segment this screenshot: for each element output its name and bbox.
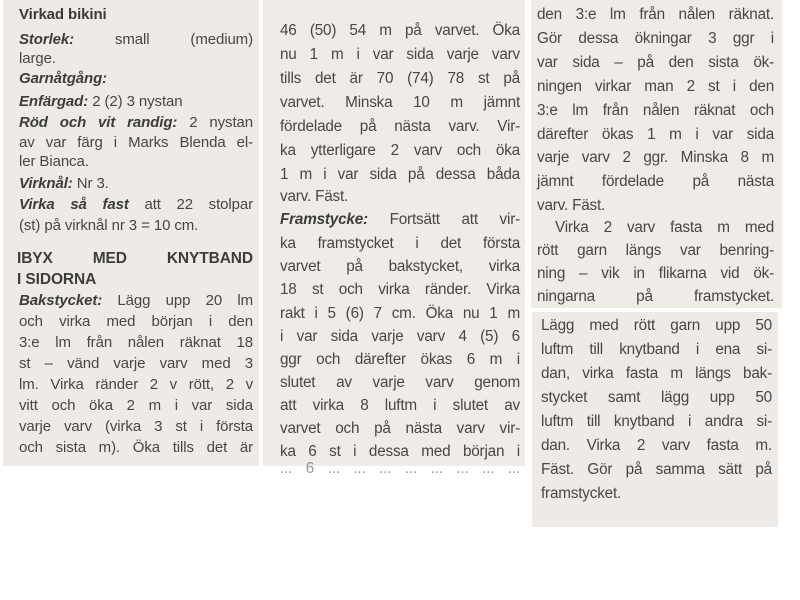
text-line: dan, virka fasta m längs bak- — [541, 365, 772, 382]
yarn-line — [19, 70, 253, 87]
text-line: ningen virkar man 2 st i den — [537, 78, 774, 95]
text-line: rakt i 5 (6) 7 cm. Öka nu 1 m — [280, 305, 520, 322]
text-line: fördelade på nästa varv. Vir- — [280, 118, 520, 135]
text-line: Lägg med rött garn upp 50 — [541, 317, 772, 334]
text-line: och virka med början i den — [19, 313, 253, 330]
size-value: small (medium) — [115, 31, 253, 48]
text-line: ka framstycket i det första — [280, 235, 520, 252]
text-line: varvet och på nästa varv vir- — [280, 420, 520, 437]
back-piece-line — [19, 292, 253, 309]
text-line: Gör dessa ökningar 3 ggr i — [537, 30, 774, 47]
text-line: stycket samt lägg upp 50 — [541, 389, 772, 406]
size-line-cont: large. — [19, 50, 56, 67]
text-line: 18 st och virka ränder. Virka — [280, 281, 520, 298]
text-line: ning – vik in flikarna vid ök- — [537, 265, 774, 282]
front-label: Framstycke: — [280, 211, 368, 228]
text-line: och sista m). Öka tills det är — [19, 439, 253, 456]
section-heading-line2: I SIDORNA — [17, 271, 97, 288]
solid-yarn-line — [19, 93, 253, 110]
text-line: varvet på bakstycket, virka — [280, 258, 520, 275]
text-line: varje varv (virka 3 st i första — [19, 418, 253, 435]
text-line: tills det är 70 (74) 78 st på — [280, 70, 520, 87]
solid-value: 2 (2) 3 nystan — [92, 93, 183, 110]
pattern-clipping-3 — [531, 0, 782, 308]
text-line: rött garn längs var benring- — [537, 242, 774, 259]
section-heading-line1: IBYX MED KNYTBAND — [17, 250, 253, 267]
gauge-line — [19, 196, 253, 213]
pattern-clipping-2 — [263, 0, 525, 477]
text-line: därefter ökas 1 m i var sida — [537, 126, 774, 143]
text-line: var sida – på den sista ök- — [537, 54, 774, 71]
needle-line — [19, 175, 253, 192]
text-line: 3:e lm från nålen räknat och — [537, 102, 774, 119]
gauge-label: Virka så fast — [19, 196, 129, 213]
text-line: att virka 8 luftm i slutet av — [280, 397, 520, 414]
text-line: slutet av varje varv genom — [280, 374, 520, 391]
text-line: i var sida varje varv 4 (5) 6 — [280, 328, 520, 345]
text-line: 46 (50) 54 m på varvet. Öka — [280, 22, 520, 39]
striped-value: 2 nystan — [189, 114, 254, 131]
striped-line-cont2: ler Bianca. — [19, 153, 89, 170]
text-line: lm. Virka ränder 2 v rött, 2 v — [19, 376, 253, 393]
text-line: den 3:e lm från nålen räknat. — [537, 6, 774, 23]
yarn-label: Garnåtgång: — [19, 70, 108, 87]
striped-label: Röd och vit randig: — [19, 114, 178, 131]
striped-line-cont1: av var färg i Marks Blenda el- — [19, 134, 253, 151]
size-line — [19, 31, 253, 48]
pattern-clipping-4 — [532, 312, 778, 527]
text-line-cut: ... 6 ... ... ... ... ... ... ... ... — [280, 460, 520, 477]
striped-yarn-line — [19, 114, 253, 131]
text-line: jämnt fördelade på nästa — [537, 173, 774, 190]
text-line: st – vänd varje varv med 3 — [19, 355, 253, 372]
text-line: ggr och därefter ökas 6 m i — [280, 351, 520, 368]
pattern-clipping-1 — [3, 0, 259, 466]
text-line: varje varv 2 ggr. Minska 8 m — [537, 149, 774, 166]
text-line: ka ytterligare 2 varv och öka — [280, 142, 520, 159]
text-line: varvet. Minska 10 m jämnt — [280, 94, 520, 111]
text-line: 3:e lm från nålen räknat 18 — [19, 334, 253, 351]
text-line: varv. Fäst. — [280, 188, 349, 205]
pattern-title: Virkad bikini — [19, 6, 107, 23]
text-line: ka 6 st i dessa med början i — [280, 443, 520, 460]
text-line: ningarna på framstycket. — [537, 288, 774, 305]
size-label: Storlek: — [19, 31, 75, 48]
text-line: varv. Fäst. — [537, 197, 606, 214]
text-line: Virka 2 varv fasta m med — [555, 219, 774, 236]
solid-label: Enfärgad: — [19, 93, 89, 110]
text-line: Fäst. Gör på samma sätt på — [541, 461, 772, 478]
needle-label: Virknål: — [19, 175, 73, 192]
text-line: framstycket. — [541, 485, 622, 502]
gauge-value: att 22 stolpar — [144, 196, 253, 213]
needle-value: Nr 3. — [76, 175, 109, 192]
back-value: Lägg upp 20 lm — [117, 292, 253, 309]
text-line: 1 m i var sida på dessa båda — [280, 166, 520, 183]
gauge-line-cont: (st) på virknål nr 3 = 10 cm. — [19, 217, 199, 234]
text-line: luftm till knytband i ena si- — [541, 341, 772, 358]
text-line: luftm till knytband i andra si- — [541, 413, 772, 430]
front-piece-line — [280, 211, 520, 229]
back-label: Bakstycket: — [19, 292, 103, 309]
text-line: vitt och öka 2 m i var sida — [19, 397, 253, 414]
front-value: Fortsätt att vir- — [389, 211, 520, 228]
text-line: dan. Virka 2 varv fasta m. — [541, 437, 772, 454]
text-line: nu 1 m i var sida varje varv — [280, 46, 520, 63]
